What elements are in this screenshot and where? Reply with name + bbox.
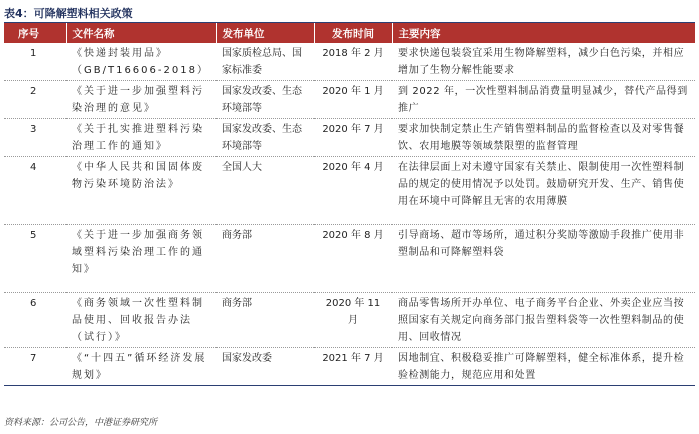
row-org: 全国人大	[216, 157, 314, 225]
header-org: 发布单位	[216, 23, 314, 43]
table-row	[4, 119, 695, 157]
row-no: 1	[4, 43, 66, 81]
row-date: 2018 年 2 月	[314, 43, 392, 81]
header-no: 序号	[4, 23, 66, 43]
table-row	[4, 81, 695, 119]
row-no: 2	[4, 81, 66, 119]
header-date: 发布时间	[314, 23, 392, 43]
row-no: 5	[4, 225, 66, 293]
row-no: 3	[4, 119, 66, 157]
row-org: 国家发改委	[216, 348, 314, 386]
row-date: 2020 年 7 月	[314, 119, 392, 157]
row-no: 7	[4, 348, 66, 386]
row-no: 4	[4, 157, 66, 225]
table-header-row	[4, 23, 695, 43]
row-org: 国家发改委、生态环境部等	[216, 81, 314, 119]
row-doc: 《中华人民共和国固体废物污染环境防治法》	[66, 157, 216, 225]
row-org: 国家发改委、生态环境部等	[216, 119, 314, 157]
row-doc: 《关于进一步加强商务领域塑料污染治理工作的通知》	[66, 225, 216, 293]
row-content: 要求加快制定禁止生产销售塑料制品的监督检查以及对零售餐饮、农用地膜等领域禁限塑的监督管理	[392, 119, 695, 157]
row-date: 2020 年 11 月	[314, 293, 392, 348]
row-content: 到 2022 年，一次性塑料制品消费量明显减少，替代产品得到推广	[392, 81, 695, 119]
header-doc: 文件名称	[66, 23, 216, 43]
table-row	[4, 293, 695, 348]
header-content: 主要内容	[392, 23, 695, 43]
row-date: 2020 年 4 月	[314, 157, 392, 225]
table-row	[4, 157, 695, 225]
source-note: 资料来源：公司公告，中港证券研究所	[4, 418, 158, 428]
row-date: 2021 年 7 月	[314, 348, 392, 386]
row-content: 因地制宜、积极稳妥推广可降解塑料，健全标准体系，提升检验检测能力，规范应用和处置	[392, 348, 695, 386]
row-org: 国家质检总局、国家标准委	[216, 43, 314, 81]
policy-table	[4, 23, 695, 386]
row-doc: 《“十四五”循环经济发展规划》	[66, 348, 216, 386]
row-content: 要求快递包装袋宜采用生物降解塑料，减少白色污染，并相应增加了生物分解性能要求	[392, 43, 695, 81]
row-doc: 《快递封装用品》（GB/T16606-2018）	[66, 43, 216, 81]
row-content: 引导商场、超市等场所，通过积分奖励等激励手段推广使用非塑制品和可降解塑料袋	[392, 225, 695, 293]
row-no: 6	[4, 293, 66, 348]
row-content: 在法律层面上对未遵守国家有关禁止、限制使用一次性塑料制品的规定的使用情况予以处罚。鼓励研究开发、生产、销售使用在环境中可降解且无害的农用薄膜	[392, 157, 695, 225]
row-date: 2020 年 8 月	[314, 225, 392, 293]
row-doc: 《商务领域一次性塑料制品使用、回收报告办法（试行）》	[66, 293, 216, 348]
row-doc: 《关于扎实推进塑料污染治理工作的通知》	[66, 119, 216, 157]
table-row	[4, 348, 695, 386]
table-row	[4, 43, 695, 81]
row-date: 2020 年 1 月	[314, 81, 392, 119]
row-org: 商务部	[216, 225, 314, 293]
row-doc: 《关于进一步加强塑料污染治理的意见》	[66, 81, 216, 119]
row-content: 商品零售场所开办单位、电子商务平台企业、外卖企业应当按照国家有关规定向商务部门报告塑料袋等一次性塑料制品的使用、回收情况	[392, 293, 695, 348]
table-row	[4, 225, 695, 293]
table-title: 表4：可降解塑料相关政策	[4, 7, 133, 20]
row-org: 商务部	[216, 293, 314, 348]
